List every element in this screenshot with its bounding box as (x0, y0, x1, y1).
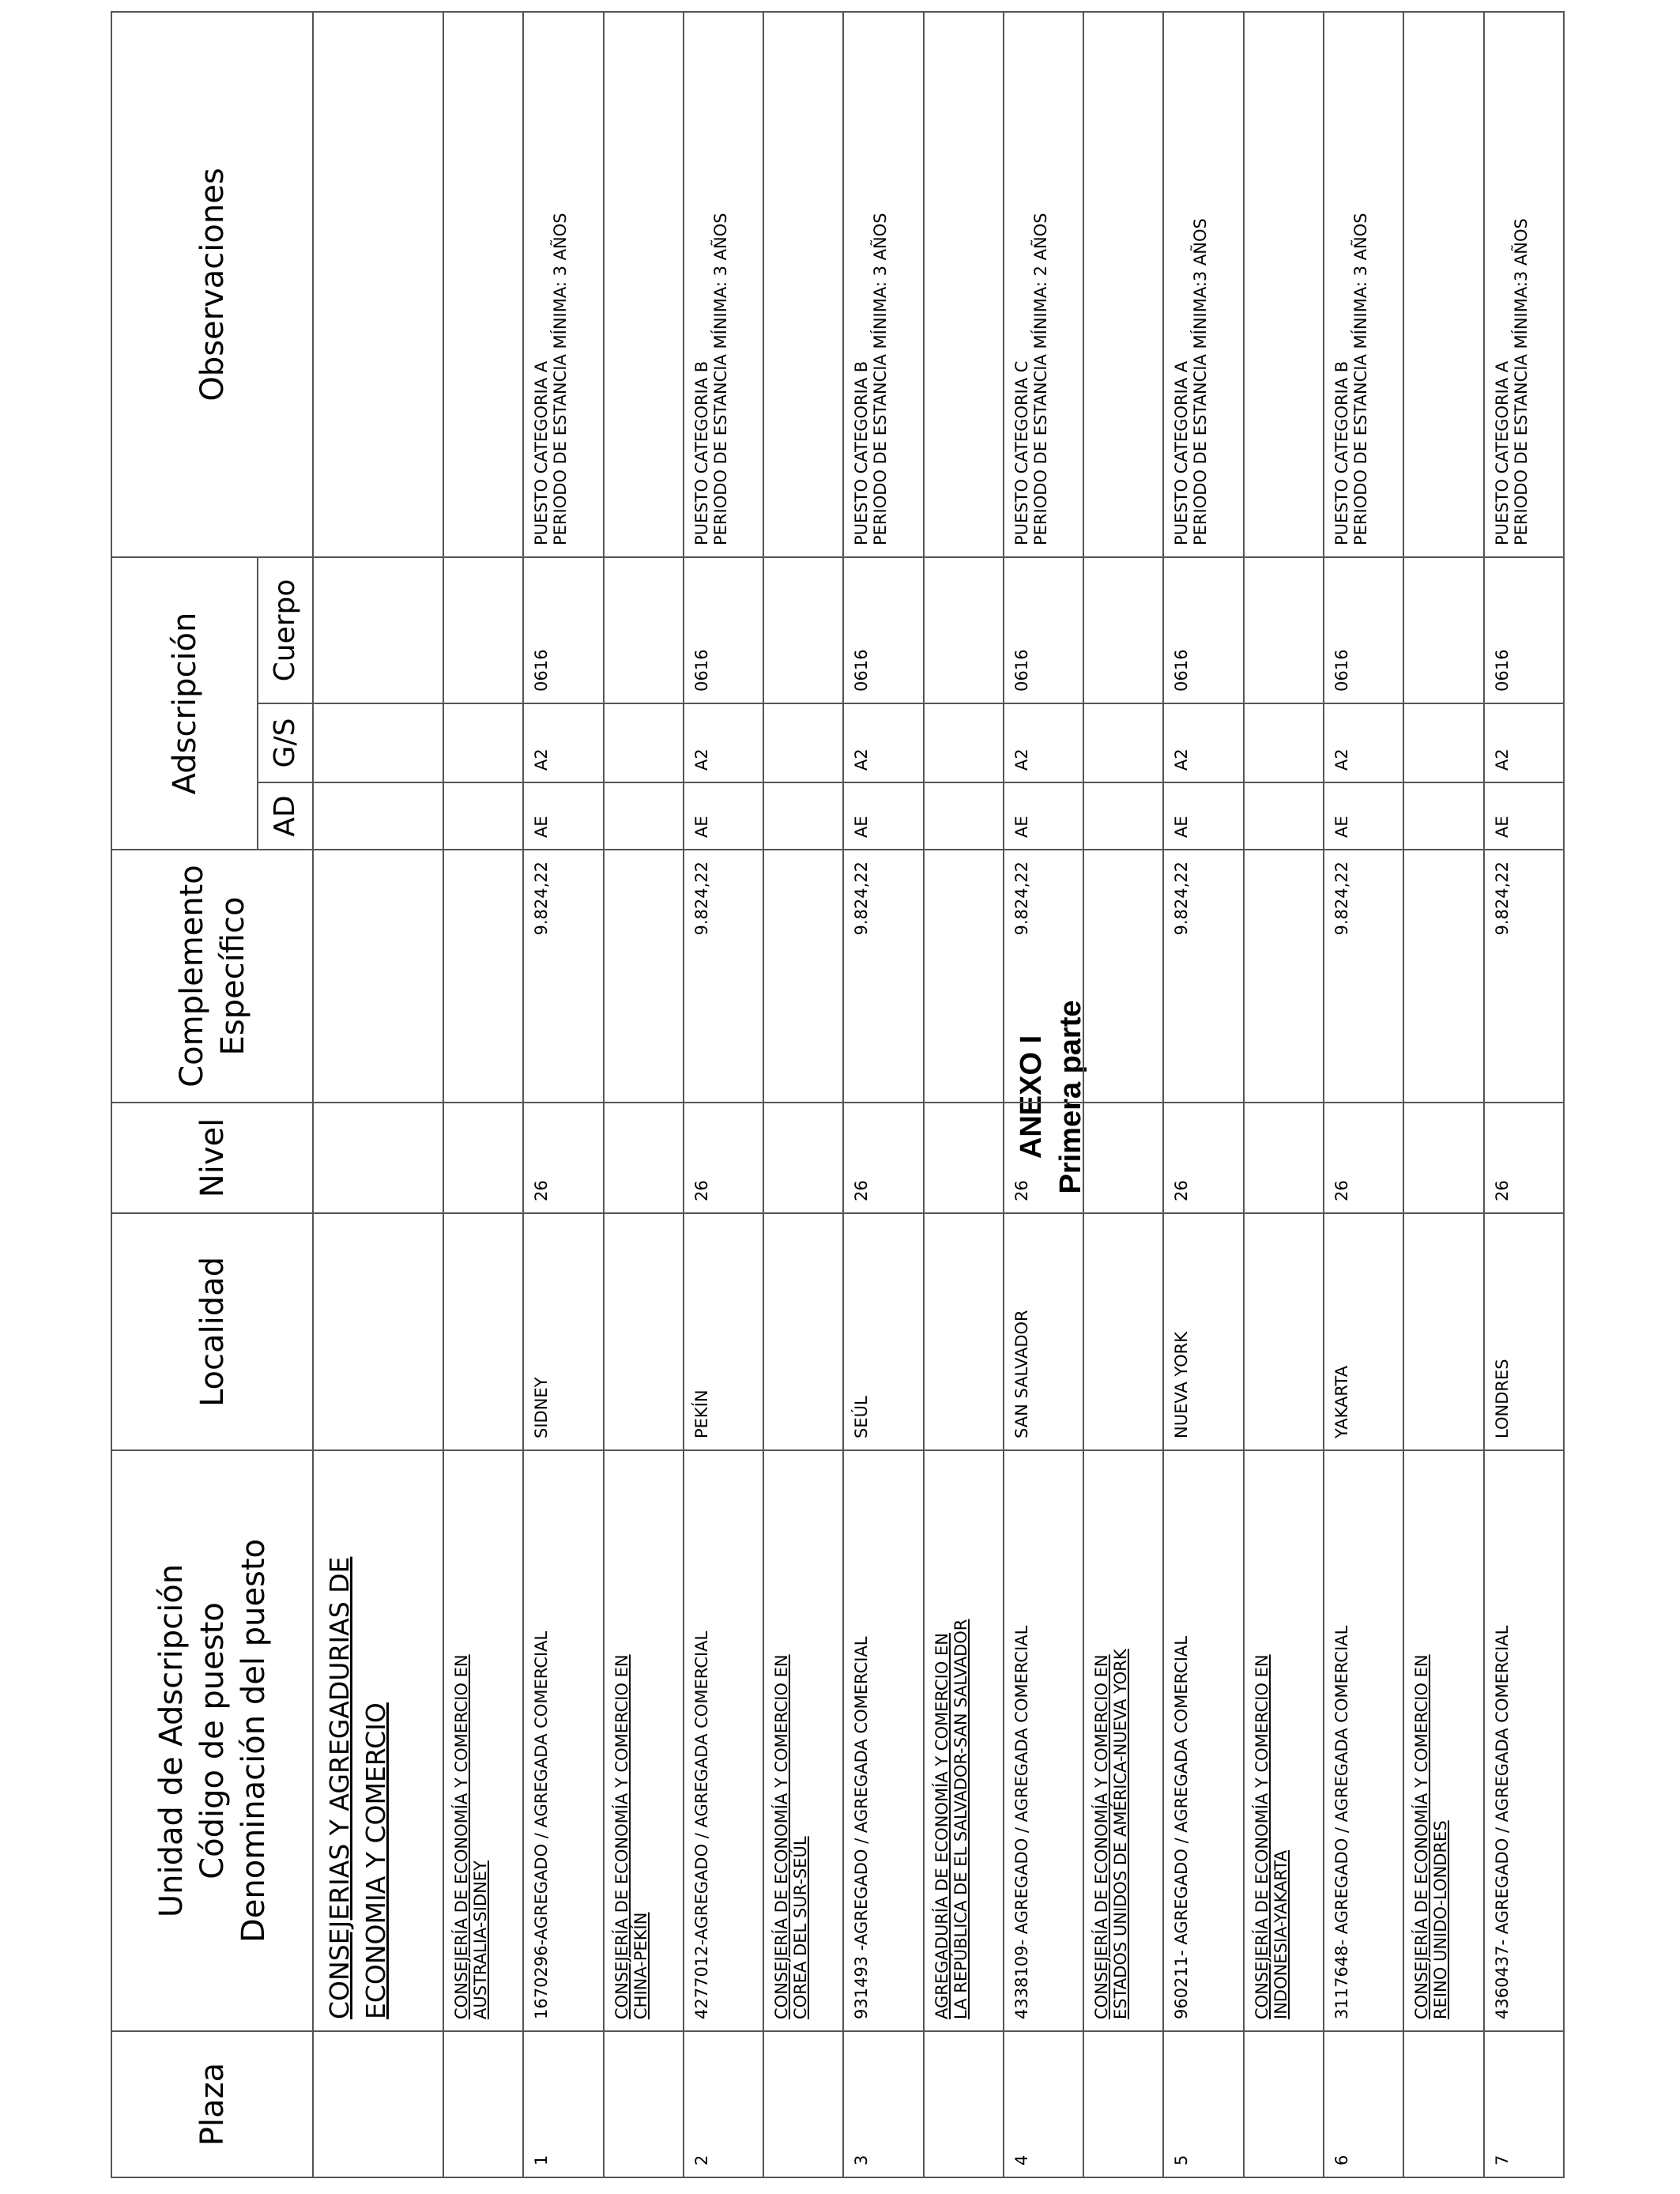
observaciones-cell: PUESTO CATEGORIA B PERIODO DE ESTANCIA MÍNIMA: 3 AÑOS (684, 12, 763, 557)
nivel-cell: 26 (523, 1103, 603, 1213)
localidad-cell: SIDNEY (523, 1213, 603, 1450)
ad-cell: AE (843, 782, 923, 850)
puesto-cell: 4338109- AGREGADO / AGREGADA COMERCIAL (1004, 1450, 1083, 2031)
localidad-cell: SAN SALVADOR (1004, 1213, 1083, 1450)
col-adscripcion-header: Adscripción (111, 557, 258, 850)
position-row (1004, 12, 1083, 2177)
unit-name: CONSEJERÍA DE ECONOMÍA Y COMERCIO EN ESTADOS UNIDOS DE AMÉRICA-NUEVA YORK (1083, 1450, 1163, 2031)
localidad-cell: SEÚL (843, 1213, 923, 1450)
cuerpo-cell: 0616 (843, 557, 923, 703)
unit-name: CONSEJERÍA DE ECONOMÍA Y COMERCIO EN CHINA-PEKÍN (604, 1450, 684, 2031)
unit-name: CONSEJERÍA DE ECONOMÍA Y COMERCIO EN REINO UNIDO-LONDRES (1403, 1450, 1483, 2031)
unit-name: AGREGADURÍA DE ECONOMÍA Y COMERCIO EN LA REPÚBLICA DE EL SALVADOR-SAN SALVADOR (924, 1450, 1004, 2031)
plaza-cell: 5 (1163, 2031, 1243, 2177)
complemento-cell: 9.824,22 (684, 850, 763, 1103)
complemento-cell: 9.824,22 (1324, 850, 1403, 1103)
nivel-cell: 26 (684, 1103, 763, 1213)
puesto-cell: 960211- AGREGADO / AGREGADA COMERCIAL (1163, 1450, 1243, 2031)
unit-row (1403, 12, 1483, 2177)
unit-name: CONSEJERÍA DE ECONOMÍA Y COMERCIO EN INDONESIA-YAKARTA (1244, 1450, 1324, 2031)
plaza-cell: 3 (843, 2031, 923, 2177)
unit-row (443, 12, 523, 2177)
cuerpo-cell: 0616 (684, 557, 763, 703)
col-gs-header: G/S (258, 703, 313, 782)
position-row (1163, 12, 1243, 2177)
unit-row (1244, 12, 1324, 2177)
section-title: CONSEJERIAS Y AGREGADURIAS DE ECONOMIA Y COMERCIO (313, 1450, 443, 2031)
positions-table (111, 11, 1565, 2178)
plaza-cell: 2 (684, 2031, 763, 2177)
nivel-cell: 26 (1163, 1103, 1243, 1213)
col-plaza-header: Plaza (111, 2031, 313, 2177)
title-part: Primera parte (1054, 1000, 1087, 1194)
plaza-cell: 7 (1484, 2031, 1564, 2177)
puesto-cell: 4360437- AGREGADO / AGREGADA COMERCIAL (1484, 1450, 1564, 2031)
observaciones-cell: PUESTO CATEGORIA A PERIODO DE ESTANCIA MÍNIMA: 3 AÑOS (523, 12, 603, 557)
puesto-cell: 931493 -AGREGADO / AGREGADA COMERCIAL (843, 1450, 923, 2031)
col-localidad-header: Localidad (111, 1213, 313, 1450)
gs-cell: A2 (843, 703, 923, 782)
gs-cell: A2 (1484, 703, 1564, 782)
complemento-cell: 9.824,22 (1004, 850, 1083, 1103)
unit-name: CONSEJERÍA DE ECONOMÍA Y COMERCIO EN COREA DEL SUR-SEÚL (763, 1450, 843, 2031)
localidad-cell: YAKARTA (1324, 1213, 1403, 1450)
unit-row (1083, 12, 1163, 2177)
position-row (523, 12, 603, 2177)
cuerpo-cell: 0616 (1004, 557, 1083, 703)
complemento-cell: 9.824,22 (843, 850, 923, 1103)
plaza-cell: 1 (523, 2031, 603, 2177)
ad-cell: AE (523, 782, 603, 850)
unit-name: CONSEJERÍA DE ECONOMÍA Y COMERCIO EN AUSTRALIA-SIDNEY (443, 1450, 523, 2031)
nivel-cell: 26 (843, 1103, 923, 1213)
header-row (111, 12, 258, 2177)
unit-row (763, 12, 843, 2177)
gs-cell: A2 (684, 703, 763, 782)
unit-row (604, 12, 684, 2177)
col-ad-header: AD (258, 782, 313, 850)
nivel-cell: 26 (1004, 1103, 1083, 1213)
gs-cell: A2 (1004, 703, 1083, 782)
section-plaza-cell (313, 2031, 443, 2177)
plaza-cell: 6 (1324, 2031, 1403, 2177)
position-row (843, 12, 923, 2177)
cuerpo-cell: 0616 (1484, 557, 1564, 703)
title-annex: ANEXO I (1015, 1035, 1048, 1159)
localidad-cell: NUEVA YORK (1163, 1213, 1243, 1450)
gs-cell: A2 (523, 703, 603, 782)
ad-cell: AE (1163, 782, 1243, 850)
col-unidad-header: Unidad de Adscripción Código de puesto Denominación del puesto (111, 1450, 313, 2031)
unit-row (924, 12, 1004, 2177)
localidad-cell: LONDRES (1484, 1213, 1564, 1450)
observaciones-cell: PUESTO CATEGORIA B PERIODO DE ESTANCIA MÍNIMA: 3 AÑOS (843, 12, 923, 557)
ad-cell: AE (1324, 782, 1403, 850)
nivel-cell: 26 (1324, 1103, 1403, 1213)
puesto-cell: 3117648- AGREGADO / AGREGADA COMERCIAL (1324, 1450, 1403, 2031)
observaciones-cell: PUESTO CATEGORIA A PERIODO DE ESTANCIA MÍNIMA:3 AÑOS (1484, 12, 1564, 557)
ad-cell: AE (1004, 782, 1083, 850)
col-observaciones-header: Observaciones (111, 12, 313, 557)
localidad-cell: PEKÍN (684, 1213, 763, 1450)
cuerpo-cell: 0616 (523, 557, 603, 703)
puesto-cell: 4277012-AGREGADO / AGREGADA COMERCIAL (684, 1450, 763, 2031)
section-row (313, 12, 443, 2177)
position-row (684, 12, 763, 2177)
cuerpo-cell: 0616 (1324, 557, 1403, 703)
ad-cell: AE (1484, 782, 1564, 850)
observaciones-cell: PUESTO CATEGORIA B PERIODO DE ESTANCIA MÍNIMA: 3 AÑOS (1324, 12, 1403, 557)
position-row (1484, 12, 1564, 2177)
observaciones-cell: PUESTO CATEGORIA C PERIODO DE ESTANCIA MÍNIMA: 2 AÑOS (1004, 12, 1083, 557)
position-row (1324, 12, 1403, 2177)
cuerpo-cell: 0616 (1163, 557, 1243, 703)
observaciones-cell: PUESTO CATEGORIA A PERIODO DE ESTANCIA MÍNIMA:3 AÑOS (1163, 12, 1243, 557)
col-complemento-header: Complemento Específico (111, 850, 313, 1103)
col-nivel-header: Nivel (111, 1103, 313, 1213)
puesto-cell: 1670296-AGREGADO / AGREGADA COMERCIAL (523, 1450, 603, 2031)
col-cuerpo-header: Cuerpo (258, 557, 313, 703)
plaza-cell: 4 (1004, 2031, 1083, 2177)
gs-cell: A2 (1163, 703, 1243, 782)
gs-cell: A2 (1324, 703, 1403, 782)
complemento-cell: 9.824,22 (523, 850, 603, 1103)
ad-cell: AE (684, 782, 763, 850)
complemento-cell: 9.824,22 (1163, 850, 1243, 1103)
complemento-cell: 9.824,22 (1484, 850, 1564, 1103)
nivel-cell: 26 (1484, 1103, 1564, 1213)
